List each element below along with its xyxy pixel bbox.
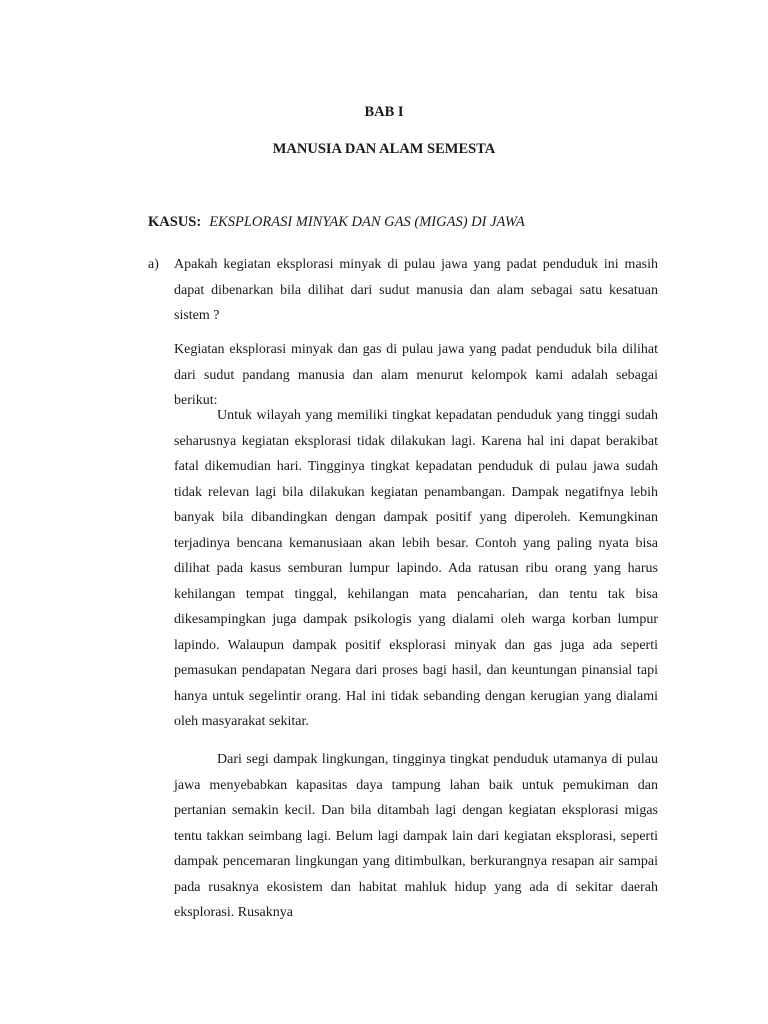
body-paragraph-1: Untuk wilayah yang memiliki tingkat kepadatan penduduk yang tinggi sudah seharusnya kegiatan eksplorasi tidak dilakukan lagi. Karena hal ini dapat berakibat fatal dikemudian hari. Tingginya tingkat kepadatan penduduk di pulau jawa sudah tidak relevan lagi bila dilakukan kegiatan penambangan. Dampak negatifnya lebih banyak bila dibandingkan dengan dampak positif yang diperoleh. Kemungkinan terjadinya bencana kemanusiaan akan lebih besar. Contoh yang paling nyata bisa dilihat pada kasus semburan lumpur lapindo. Ada ratusan ribu orang yang harus kehilangan tempat tinggal, kehilangan mata pencaharian, dan tentu tak bisa dikesampingkan juga dampak psikologis yang dialami oleh warga korban lumpur lapindo. Walaupun dampak positif eksplorasi minyak dan gas juga ada seperti pemasukan pendapatan Negara dari proses bagi hasil, dan keuntungan pinansial tapi hanya untuk segelintir orang. Hal ini tidak sebanding dengan kerugian yang dialami oleh masyarakat sekitar. [174,408,658,729]
case-title: EKSPLORASI MINYAK DAN GAS (MIGAS) DI JAWA [209,214,525,230]
chapter-title: MANUSIA DAN ALAM SEMESTA [272,141,496,157]
body-paragraph-2: Dari segi dampak lingkungan, tingginya tingkat penduduk utamanya di pulau jawa menyebabkan kapasitas daya tampung lahan baik untuk pemukiman dan pertanian semakin kecil. Dan bila ditambah lagi dengan kegiatan eksplorasi migas tentu takkan seimbang lagi. Belum lagi dampak lain dari kegiatan eksplorasi, seperti dampak pencemaran lingkungan yang ditimbulkan, berkurangnya resapan air sampai pada rusaknya ekosistem dan habitat mahluk hidup yang ada di sekitar daerah eksplorasi. Rusaknya [174,752,658,920]
question-text: Apakah kegiatan eksplorasi minyak di pulau jawa yang padat penduduk ini masih dapat dibenarkan bila dilihat dari sudut manusia dan alam sebagai satu kesatuan sistem ? [174,257,658,323]
chapter-number: BAB I [364,104,404,120]
case-heading [148,214,525,231]
case-label: KASUS: [148,214,202,230]
question-marker: a) [148,257,159,272]
answer-intro: Kegiatan eksplorasi minyak dan gas di pulau jawa yang padat penduduk bila dilihat dari sudut pandang manusia dan alam menurut kelompok kami adalah sebagai berikut: [174,342,658,408]
